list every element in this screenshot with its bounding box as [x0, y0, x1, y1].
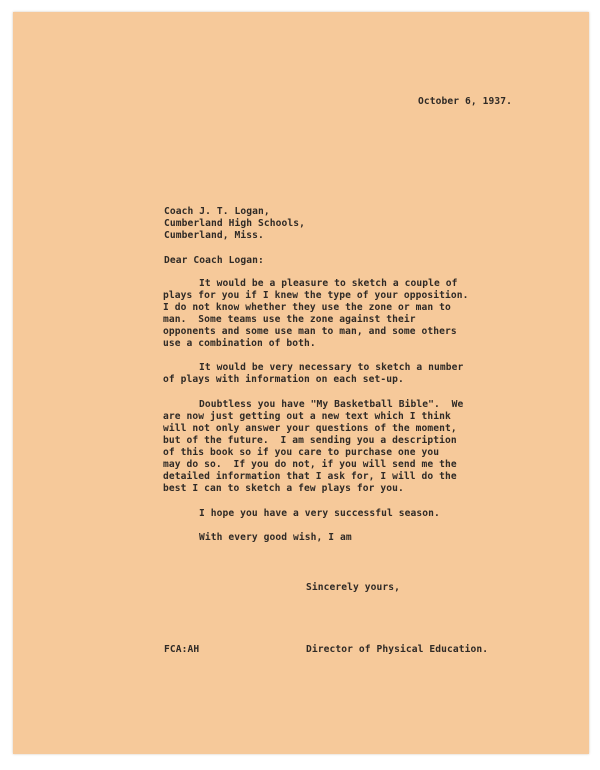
paragraph-1-line: use a combination of both.	[163, 338, 316, 349]
salutation: Dear Coach Logan:	[164, 255, 264, 266]
paragraph-3-line: may do so. If you do not, if you will send me the	[163, 459, 457, 470]
paragraph-2-line: of plays with information on each set-up.	[163, 374, 404, 385]
paragraph-3-line: but of the future. I am sending you a description	[163, 435, 457, 446]
paragraph-3-line: are now just getting out a new text which I think	[163, 411, 451, 422]
paragraph-1-line: plays for you if I knew the type of your opposition.	[163, 290, 469, 301]
typist-initials: FCA:AH	[164, 644, 200, 655]
paragraph-3-line: best I can to sketch a few plays for you.	[163, 483, 404, 494]
address-line-3: Cumberland, Miss.	[164, 230, 264, 241]
paragraph-3-line: of this book so if you care to purchase one you	[163, 447, 440, 458]
paragraph-2-line: It would be very necessary to sketch a number	[199, 362, 464, 373]
paragraph-1-line: It would be a pleasure to sketch a couple of	[199, 278, 458, 289]
paragraph-3-line: Doubtless you have "My Basketball Bible". We	[199, 399, 464, 410]
closing: Sincerely yours,	[306, 582, 401, 593]
paragraph-1-line: man. Some teams use the zone against their	[163, 314, 416, 325]
letter-sheet	[13, 12, 589, 754]
address-line-2: Cumberland High Schools,	[164, 218, 306, 229]
paragraph-4: I hope you have a very successful season.	[199, 508, 440, 519]
paragraph-1-line: I do not know whether they use the zone or man to	[163, 302, 451, 313]
signature-title: Director of Physical Education.	[306, 644, 489, 655]
address-line-1: Coach J. T. Logan,	[164, 206, 270, 217]
letter-date: October 6, 1937.	[418, 96, 513, 107]
paragraph-3-line: will not only answer your questions of the moment,	[163, 423, 457, 434]
paragraph-5: With every good wish, I am	[199, 532, 352, 543]
paragraph-3-line: detailed information that I ask for, I will do the	[163, 471, 457, 482]
paragraph-1-line: opponents and some use man to man, and some others	[163, 326, 457, 337]
